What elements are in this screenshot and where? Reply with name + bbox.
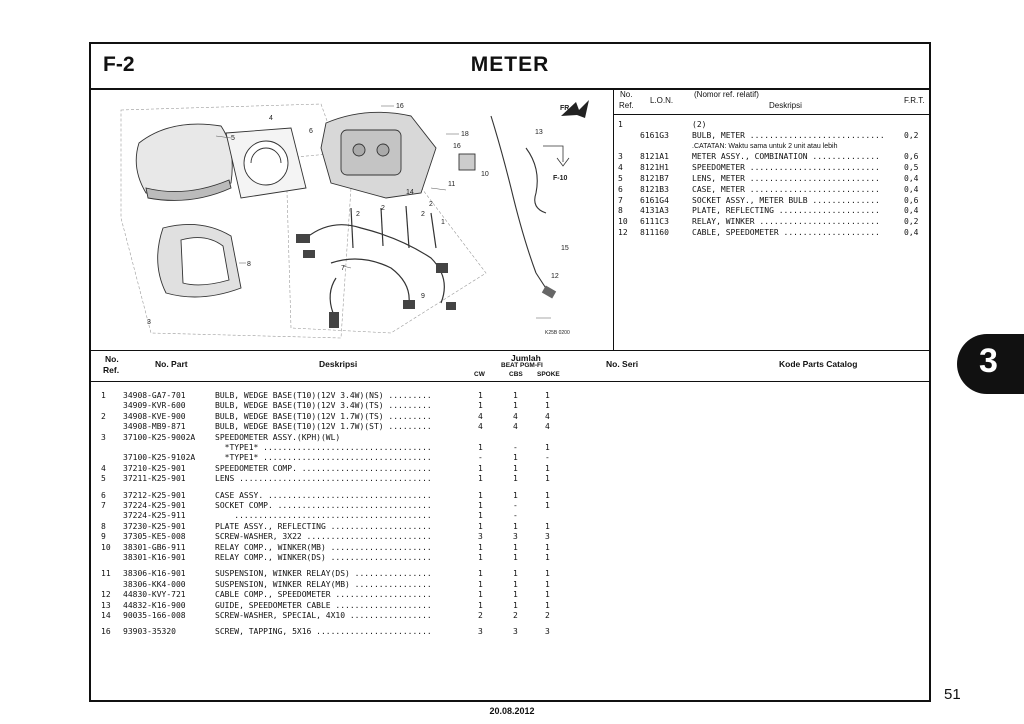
parts-cell-spoke: 4 <box>545 411 550 421</box>
ref-cell-desc: METER ASSY., COMBINATION .............. <box>692 152 880 162</box>
parts-cell-cw: 1 <box>478 443 483 452</box>
parts-cell-cbs: 4 <box>513 422 518 432</box>
callout-16-top: 16 <box>396 103 404 110</box>
parts-cell-cbs: 3 <box>513 627 518 637</box>
section-tab-number: 3 <box>979 342 998 380</box>
section-code: F-2 <box>103 53 135 76</box>
ref-cell-no: 7 <box>618 195 623 205</box>
diagram-svg <box>91 88 613 350</box>
parts-row <box>91 501 929 511</box>
parts-cell-desc: BULB, WEDGE BASE(T10)(12V 1.7W)(TS) ......... <box>215 411 432 421</box>
parts-cell-cw: 4 <box>478 411 483 421</box>
ref-row <box>614 228 929 239</box>
ref-code-label: F-10 <box>553 175 568 182</box>
ref-col-lon: L.O.N. <box>650 96 674 105</box>
ref-table-header <box>614 88 929 115</box>
parts-cell-spoke: 3 <box>545 532 550 542</box>
parts-cell-spoke: 4 <box>545 422 550 432</box>
parts-cell-cw: 1 <box>478 569 483 579</box>
parts-row <box>91 412 929 422</box>
parts-cell-desc: BULB, WEDGE BASE(T10)(12V 1.7W)(ST) ......... <box>215 422 432 432</box>
parts-cell-cbs: 1 <box>513 569 518 579</box>
ref-cell-lon: 811160 <box>640 227 669 237</box>
parts-col-spoke: SPOKE <box>537 371 560 378</box>
parts-cell-part: 37210-K25-901 <box>123 463 186 473</box>
ref-col-ref: Ref. <box>619 101 634 110</box>
ref-cell-lon: 8121H1 <box>640 163 669 173</box>
parts-cell-cbs: 2 <box>513 611 518 620</box>
ref-row <box>614 217 929 228</box>
parts-cell-cbs: 3 <box>513 532 518 542</box>
parts-cell-cbs: 1 <box>513 490 518 500</box>
ref-cell-desc: LENS, METER ........................... <box>692 173 880 183</box>
parts-cell-ref: 2 <box>101 411 106 421</box>
parts-cell-part: 37224-K25-901 <box>123 501 186 510</box>
parts-row <box>91 474 929 484</box>
parts-cell-desc: SCREW-WASHER, SPECIAL, 4X10 ................. <box>215 611 432 620</box>
ref-cell-lon: 6111C3 <box>640 217 669 227</box>
image-code: K25B 0200 <box>545 330 570 336</box>
parts-row <box>91 543 929 553</box>
parts-cell-part: 34908-MB9-871 <box>123 422 186 432</box>
parts-cell-ref: 8 <box>101 521 106 531</box>
parts-col-cbs: CBS <box>509 371 523 378</box>
page-title: METER <box>470 53 550 76</box>
ref-cell-desc: CABLE, SPEEDOMETER .................... <box>692 227 880 237</box>
section-tab <box>957 334 1024 394</box>
parts-row <box>91 511 929 521</box>
parts-cell-part: 44832-K16-900 <box>123 600 186 610</box>
callout-1: 1 <box>441 219 445 226</box>
ref-row <box>614 131 929 142</box>
ref-col-no: No. <box>620 90 633 99</box>
ref-cell-lon: 6161G3 <box>640 130 669 140</box>
parts-row <box>91 532 929 542</box>
parts-cell-cbs: 1 <box>513 474 518 484</box>
ref-row <box>614 152 929 163</box>
parts-col-cw: CW <box>474 371 485 378</box>
parts-cell-cw: 2 <box>478 611 483 620</box>
callout-11: 11 <box>448 181 456 188</box>
parts-row <box>91 580 929 590</box>
ref-row <box>614 174 929 185</box>
parts-cell-ref: 5 <box>101 474 106 484</box>
parts-cell-cw: 1 <box>478 579 483 589</box>
parts-cell-part: 38306-K16-901 <box>123 569 186 579</box>
callout-10: 10 <box>481 171 489 178</box>
ref-cell-lon: 4131A3 <box>640 206 669 216</box>
callout-18: 18 <box>461 131 469 138</box>
parts-row <box>91 443 929 453</box>
parts-cell-spoke: 1 <box>545 569 550 579</box>
callout-6: 6 <box>309 128 313 135</box>
parts-cell-cbs: 1 <box>513 453 518 463</box>
parts-cell-ref: 9 <box>101 532 106 542</box>
parts-cell-ref: 7 <box>101 501 106 510</box>
ref-cell-no: 5 <box>618 173 623 183</box>
page-frame <box>89 42 931 702</box>
ref-time-table <box>614 88 929 350</box>
ref-cell-frt: 0,2 <box>904 217 919 227</box>
parts-cell-cw: 1 <box>478 463 483 473</box>
ref-cell-desc: SOCKET ASSY., METER BULB .............. <box>692 195 880 205</box>
parts-col-jumlah: Jumlah <box>511 353 541 363</box>
parts-cell-desc: SOCKET COMP. ................................ <box>215 501 432 510</box>
parts-cell-spoke: 1 <box>545 521 550 531</box>
parts-cell-cw: 1 <box>478 590 483 600</box>
callout-8: 8 <box>247 261 251 268</box>
parts-col-part: No. Part <box>155 359 188 369</box>
parts-col-model: BEAT PGM-FI <box>501 362 543 369</box>
ref-row <box>614 206 929 217</box>
ref-cell-frt: 0,4 <box>904 173 919 183</box>
callout-2c: 2 <box>421 211 425 218</box>
ref-cell-no: 6 <box>618 184 623 194</box>
callout-2a: 2 <box>356 211 360 218</box>
parts-cell-part: 38301-GB6-911 <box>123 542 186 552</box>
parts-cell-part: 90035-166-008 <box>123 611 186 620</box>
parts-cell-part: 44830-KVY-721 <box>123 590 186 600</box>
parts-row <box>91 491 929 501</box>
parts-cell-part: 37100-K25-9002A <box>123 432 196 442</box>
parts-cell-part: 37224-K25-911 <box>123 511 186 521</box>
ref-cell-frt: 0,5 <box>904 163 919 173</box>
parts-cell-cw: 1 <box>478 553 483 562</box>
parts-cell-part: 34908-KVE-900 <box>123 411 186 421</box>
parts-cell-cw: 4 <box>478 422 483 432</box>
parts-row <box>91 522 929 532</box>
parts-cell-ref: 16 <box>101 627 111 637</box>
parts-cell-ref: 11 <box>101 569 111 579</box>
parts-cell-cbs: - <box>513 511 518 521</box>
callout-3: 3 <box>147 319 151 326</box>
ref-col-desc: Deskripsi <box>769 101 802 110</box>
parts-col-catalog: Kode Parts Catalog <box>779 359 858 369</box>
parts-cell-cbs: 1 <box>513 579 518 589</box>
parts-cell-part: 93903-35320 <box>123 627 176 637</box>
parts-col-ref: Ref. <box>103 365 120 375</box>
parts-cell-spoke: 1 <box>545 553 550 562</box>
parts-cell-desc: RELAY COMP., WINKER(MB) ..................... <box>215 542 432 552</box>
exploded-diagram <box>91 88 614 350</box>
parts-cell-cbs: 4 <box>513 411 518 421</box>
ref-cell-no: 10 <box>618 217 628 227</box>
parts-cell-part: 34908-GA7-701 <box>123 391 186 400</box>
parts-cell-desc: SCREW, TAPPING, 5X16 ........................ <box>215 627 432 637</box>
ref-cell-no: 8 <box>618 206 623 216</box>
ref-col-nomor: (Nomor ref. relatif) <box>694 90 759 99</box>
ref-row <box>614 163 929 174</box>
parts-cell-part: 37305-KE5-008 <box>123 532 186 542</box>
parts-row <box>91 611 929 621</box>
parts-cell-desc: CASE ASSY. .................................. <box>215 490 432 500</box>
parts-cell-ref: 14 <box>101 611 111 620</box>
parts-cell-cw: 1 <box>478 401 483 411</box>
parts-cell-cbs: 1 <box>513 463 518 473</box>
parts-cell-spoke: 1 <box>545 490 550 500</box>
ref-cell-no: 1 <box>618 120 623 129</box>
parts-cell-spoke: 1 <box>545 443 550 452</box>
parts-cell-cw: 1 <box>478 501 483 510</box>
parts-cell-spoke: 1 <box>545 401 550 411</box>
callout-15: 15 <box>561 245 569 252</box>
parts-cell-cbs: 1 <box>513 542 518 552</box>
ref-cell-lon: 8121A1 <box>640 152 669 162</box>
parts-cell-desc: SCREW-WASHER, 3X22 .......................... <box>215 532 432 542</box>
parts-cell-ref: 6 <box>101 490 106 500</box>
parts-cell-desc: BULB, WEDGE BASE(T10)(12V 3.4W)(TS) ......... <box>215 401 432 411</box>
parts-cell-cbs: - <box>513 501 518 510</box>
parts-cell-cw: 1 <box>478 490 483 500</box>
parts-cell-cbs: 1 <box>513 391 518 400</box>
parts-cell-ref: 4 <box>101 463 106 473</box>
parts-cell-spoke: 1 <box>545 579 550 589</box>
ref-cell-frt: 0,4 <box>904 206 919 216</box>
ref-cell-frt: 0,4 <box>904 227 919 237</box>
parts-row <box>91 433 929 443</box>
parts-cell-ref: 1 <box>101 391 106 400</box>
parts-cell-spoke: - <box>545 453 550 463</box>
parts-cell-desc: LENS ........................................ <box>215 474 432 484</box>
parts-cell-cw: 1 <box>478 511 483 521</box>
parts-cell-part: 37100-K25-9102A <box>123 453 196 463</box>
parts-cell-desc: SUSPENSION, WINKER RELAY(MB) ................ <box>215 579 432 589</box>
parts-row <box>91 464 929 474</box>
parts-cell-cw: - <box>478 453 483 463</box>
parts-cell-desc: CABLE COMP., SPEEDOMETER .................... <box>215 590 432 600</box>
ref-cell-no: 4 <box>618 163 623 173</box>
parts-col-no: No. <box>105 354 119 364</box>
ref-cell-lon: 8121B3 <box>640 184 669 194</box>
ref-col-frt: F.R.T. <box>904 96 925 105</box>
parts-table-header <box>91 350 929 382</box>
parts-cell-desc: BULB, WEDGE BASE(T10)(12V 3.4W)(NS) ......... <box>215 391 432 400</box>
ref-cell-desc: PLATE, REFLECTING ..................... <box>692 206 880 216</box>
parts-row <box>91 401 929 411</box>
print-date: 20.08.2012 <box>489 706 535 716</box>
page-number: 51 <box>944 686 961 703</box>
callout-4: 4 <box>269 115 273 122</box>
parts-cell-spoke: 3 <box>545 627 550 637</box>
callout-2d: 2 <box>429 201 433 208</box>
parts-row <box>91 422 929 432</box>
ref-cell-desc: BULB, METER ............................ <box>692 130 885 140</box>
ref-cell-desc: CASE, METER ........................... <box>692 184 880 194</box>
ref-table-rows <box>614 120 929 239</box>
parts-cell-spoke: 1 <box>545 600 550 610</box>
parts-cell-part: 34909-KVR-600 <box>123 401 186 411</box>
parts-cell-cw: 1 <box>478 521 483 531</box>
parts-cell-part: 38306-KK4-000 <box>123 579 186 589</box>
ref-row <box>614 185 929 196</box>
ref-cell-frt: 0,6 <box>904 195 919 205</box>
parts-col-seri: No. Seri <box>606 359 639 369</box>
ref-row <box>614 196 929 207</box>
parts-cell-spoke: 1 <box>545 463 550 473</box>
parts-cell-desc: *TYPE1* ................................... <box>215 443 432 452</box>
parts-cell-cbs: 1 <box>513 590 518 600</box>
ref-cell-desc: SPEEDOMETER ........................... <box>692 163 880 173</box>
parts-cell-spoke: 1 <box>545 590 550 600</box>
parts-row <box>91 453 929 463</box>
ref-row <box>614 142 929 153</box>
ref-cell-lon: 8121B7 <box>640 173 669 183</box>
parts-cell-desc: SPEEDOMETER COMP. ........................... <box>215 463 432 473</box>
callout-9: 9 <box>421 293 425 300</box>
parts-cell-cbs: 1 <box>513 521 518 531</box>
parts-cell-spoke: 1 <box>545 542 550 552</box>
parts-cell-spoke: 1 <box>545 501 550 510</box>
parts-cell-ref: 3 <box>101 432 106 442</box>
parts-cell-cbs: 1 <box>513 600 518 610</box>
parts-col-desc: Deskripsi <box>319 359 358 369</box>
parts-cell-desc: RELAY COMP., WINKER(DS) ..................... <box>215 553 432 562</box>
callout-13: 13 <box>535 129 543 136</box>
parts-row <box>91 553 929 563</box>
parts-cell-ref: 10 <box>101 542 111 552</box>
parts-cell-desc: SUSPENSION, WINKER RELAY(DS) ................ <box>215 569 432 579</box>
parts-cell-part: 38301-K16-901 <box>123 553 186 562</box>
callout-5: 5 <box>231 135 235 142</box>
parts-row <box>91 590 929 600</box>
parts-cell-cw: 3 <box>478 532 483 542</box>
parts-cell-cbs: - <box>513 443 518 452</box>
callout-12: 12 <box>551 273 559 280</box>
parts-cell-desc: *TYPE1* ................................... <box>215 453 432 463</box>
parts-cell-cw: 3 <box>478 627 483 637</box>
parts-cell-part: 37212-K25-901 <box>123 490 186 500</box>
parts-cell-desc: PLATE ASSY., REFLECTING ..................... <box>215 521 432 531</box>
parts-row <box>91 601 929 611</box>
callout-2b: 2 <box>381 205 385 212</box>
parts-cell-ref: 13 <box>101 600 111 610</box>
ref-row <box>614 120 929 131</box>
ref-cell-desc: RELAY, WINKER ......................... <box>692 217 880 227</box>
parts-cell-ref: 12 <box>101 590 111 600</box>
parts-cell-cw: 1 <box>478 600 483 610</box>
parts-cell-cw: 1 <box>478 391 483 400</box>
parts-cell-spoke: 1 <box>545 391 550 400</box>
parts-row <box>91 627 929 637</box>
parts-cell-spoke: 1 <box>545 474 550 484</box>
parts-cell-cbs: 1 <box>513 401 518 411</box>
parts-cell-cw: 1 <box>478 542 483 552</box>
callout-7: 7 <box>341 265 345 272</box>
parts-cell-spoke: 2 <box>545 611 550 620</box>
callout-14: 14 <box>406 189 414 196</box>
parts-cell-desc: ......................................... <box>215 511 432 521</box>
ref-cell-lon: 6161G4 <box>640 195 669 205</box>
parts-cell-part: 37230-K25-901 <box>123 521 186 531</box>
parts-row <box>91 391 929 401</box>
parts-cell-desc: GUIDE, SPEEDOMETER CABLE .................... <box>215 600 432 610</box>
front-arrow-label: FR. <box>560 105 572 112</box>
ref-cell-desc: (2) <box>692 120 707 129</box>
section-header <box>91 44 929 90</box>
ref-cell-no: 3 <box>618 152 623 162</box>
ref-cell-frt: 0,2 <box>904 130 919 140</box>
parts-row <box>91 569 929 579</box>
ref-cell-frt: 0,6 <box>904 152 919 162</box>
ref-cell-no: 12 <box>618 227 628 237</box>
ref-cell-desc: .CATATAN: Waktu sama untuk 2 unit atau lebih <box>692 142 838 150</box>
parts-cell-cw: 1 <box>478 474 483 484</box>
parts-cell-cbs: 1 <box>513 553 518 562</box>
parts-cell-part: 37211-K25-901 <box>123 474 186 484</box>
parts-cell-desc: SPEEDOMETER ASSY.(KPH)(WL) <box>215 432 341 442</box>
callout-16-mid: 16 <box>453 143 461 150</box>
ref-cell-frt: 0,4 <box>904 184 919 194</box>
